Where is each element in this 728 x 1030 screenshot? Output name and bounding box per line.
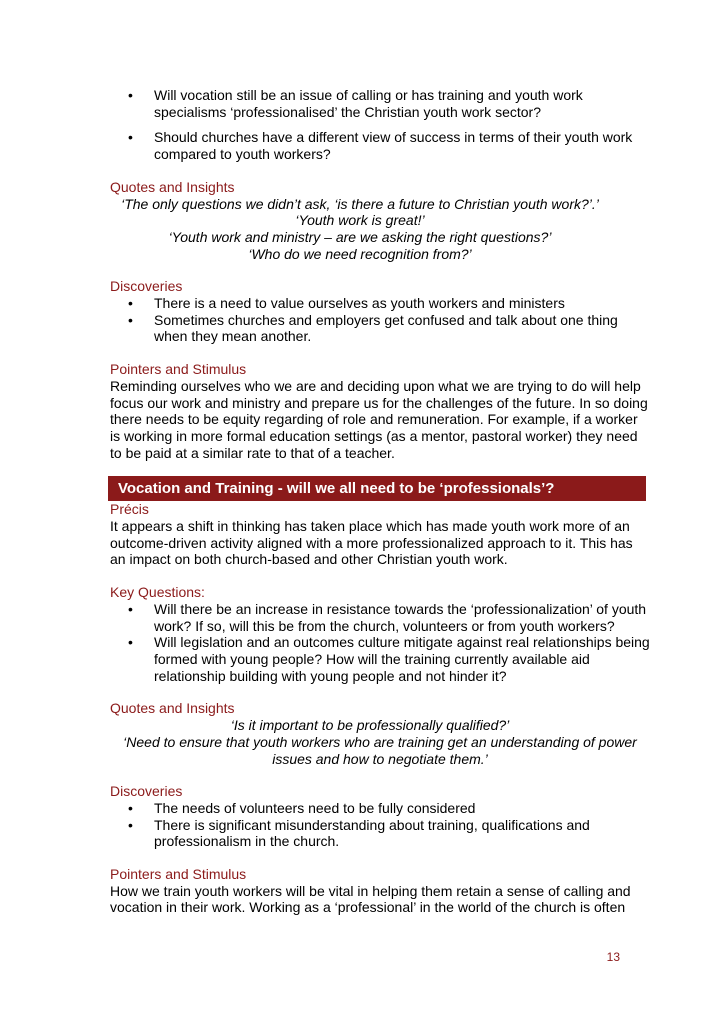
section-heading: Discoveries bbox=[110, 278, 183, 295]
section-heading: Key Questions: bbox=[110, 584, 205, 601]
list-item: • Will there be an increase in resistance towards the ‘professionalization’ of youth work? If so, will this be from the church, volunteers or from youth workers? bbox=[110, 601, 650, 634]
quote: ‘Is it important to be professionally qualified?’ bbox=[230, 717, 510, 734]
page-number: 13 bbox=[606, 950, 620, 964]
section-heading: Pointers and Stimulus bbox=[110, 866, 247, 883]
paragraph: Reminding ourselves who we are and deciding upon what we are trying to do will help focus our work and ministry and prepare us for the challenges of the future. In so doing there needs to be equity regarding of role and remuneration. For example, if a worker is working in more formal education settings (as a mentor, pastoral worker) they need to be paid at a similar rate to that of a teacher. bbox=[110, 377, 648, 461]
section-banner: Vocation and Training - will we all need to be ‘professionals’? bbox=[108, 476, 646, 501]
section-heading: Pointers and Stimulus bbox=[110, 361, 247, 378]
section-heading: Précis bbox=[110, 501, 149, 518]
list-item: • Will legislation and an outcomes culture mitigate against real relationships being formed with young people? How will the training currently available aid relationship building with young people and not hinder it? bbox=[110, 634, 650, 684]
quotes-block bbox=[110, 196, 650, 263]
paragraph: How we train youth workers will be vital in helping them retain a sense of calling and vocation in their work. Working as a ‘professional’ in the world of the church is often bbox=[110, 882, 631, 916]
quote: ‘Youth work and ministry – are we asking the right questions?’ bbox=[168, 228, 552, 245]
document-page bbox=[110, 87, 650, 916]
list-item: • Sometimes churches and employers get confused and talk about one thing when they mean another. bbox=[110, 312, 650, 345]
section-heading: Quotes and Insights bbox=[110, 178, 235, 195]
section-heading: Discoveries bbox=[110, 783, 183, 800]
quote: ‘Who do we need recognition from?’ bbox=[248, 245, 472, 262]
quote: ‘Youth work is great!’ bbox=[295, 212, 425, 229]
key-questions-list bbox=[110, 601, 650, 685]
quote: ‘The only questions we didn’t ask, ‘is there a future to Christian youth work?’.’ bbox=[121, 195, 599, 212]
list-item: • The needs of volunteers need to be fully considered bbox=[110, 800, 650, 817]
discoveries-list bbox=[110, 800, 650, 850]
list-item: • Will vocation still be an issue of calling or has training and youth work specialisms ‘professionalised’ the Christian youth work sector? bbox=[110, 87, 650, 120]
quotes-block bbox=[110, 717, 650, 767]
list-item: • There is significant misunderstanding about training, qualifications and professionalism in the church. bbox=[110, 817, 650, 850]
list-item: • Should churches have a different view of success in terms of their youth work compared to youth workers? bbox=[110, 129, 650, 162]
quote: ‘Need to ensure that youth workers who are training get an understanding of power issues and how to negotiate them.’ bbox=[123, 733, 637, 767]
list-item: • There is a need to value ourselves as youth workers and ministers bbox=[110, 295, 650, 312]
paragraph: It appears a shift in thinking has taken place which has made youth work more of an outcome-driven activity aligned with a more professionalized approach to it. This has an impact on both church-based and other Christian youth work. bbox=[110, 518, 633, 568]
section1-question-list bbox=[110, 87, 650, 163]
section-heading: Quotes and Insights bbox=[110, 700, 235, 717]
discoveries-list bbox=[110, 295, 650, 345]
